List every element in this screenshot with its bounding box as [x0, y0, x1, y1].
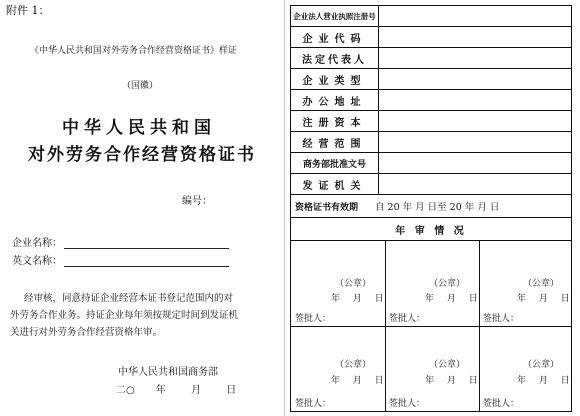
certificate-front-page: [0, 0, 284, 416]
english-name-blank: [64, 256, 229, 267]
approval-text-line2: 外劳务合作业务。持证企业每年须按规定时间到发证机: [10, 310, 239, 321]
validity-label: 资格证书有效期: [295, 202, 359, 213]
signer-label: 签批人：: [483, 399, 520, 409]
info-row: [291, 6, 571, 27]
info-row: [291, 153, 571, 174]
attachment-label: 附件 1：: [6, 4, 50, 17]
review-date: 年 月 日: [331, 376, 384, 386]
info-row-label: 发证机关: [291, 174, 379, 194]
info-row-label: 注册资本: [291, 111, 379, 131]
info-row: [291, 90, 571, 111]
info-row: [291, 27, 571, 48]
official-seal-placeholder: （公章）: [335, 360, 372, 370]
signer-label: 签批人：: [389, 314, 426, 324]
certificate-number-label: 编号：: [182, 196, 212, 207]
official-seal-placeholder: （公章）: [335, 279, 372, 289]
validity-row: [291, 195, 571, 218]
info-row-label: 企业代码: [291, 27, 379, 47]
approval-text-line1: 经审核，同意持证企业经营本证书登记范围内的对: [24, 293, 234, 304]
grid-divider: [291, 326, 571, 327]
official-seal-placeholder: （公章）: [523, 360, 560, 370]
approval-text-line3: 关进行对外劳务合作经营资格年审。: [10, 327, 163, 338]
issuing-authority: 中华人民共和国商务部: [118, 367, 218, 378]
company-name-field: [12, 234, 229, 249]
info-row: [291, 111, 571, 132]
info-row-label: 企业法人营业执照注册号: [291, 6, 379, 26]
info-row-label: 法定代表人: [291, 48, 379, 68]
issue-date-month: 月: [191, 385, 202, 396]
signer-label: 签批人：: [295, 314, 332, 324]
review-date: 年 月 日: [517, 376, 570, 386]
review-date: 年 月 日: [425, 376, 478, 386]
issue-date-day: 日: [226, 385, 237, 396]
signer-label: 签批人：: [389, 399, 426, 409]
annual-review-header: [291, 218, 571, 241]
certificate-title-line1: 中华人民共和国: [62, 118, 216, 138]
info-row: [291, 48, 571, 69]
national-emblem-placeholder: （国徽）: [122, 81, 159, 91]
info-row-label: 办公地址: [291, 90, 379, 110]
info-row-label: 企业类型: [291, 69, 379, 89]
company-name-label: 企业名称：: [12, 238, 62, 249]
info-row-label: 经营范围: [291, 132, 379, 152]
english-name-field: [12, 252, 229, 267]
annual-review-grid: [291, 241, 571, 412]
certificate-title-line2: 对外劳务合作经营资格证书: [28, 145, 256, 165]
review-date: 年 月 日: [331, 294, 384, 304]
review-date: 年 月 日: [425, 294, 478, 304]
info-row: [291, 174, 571, 195]
annual-review-title: 年 审 情 况: [395, 225, 467, 237]
issue-date-year-prefix: 二○: [116, 385, 135, 396]
issue-date-year: 年: [155, 385, 166, 396]
review-date: 年 月 日: [517, 294, 570, 304]
info-row: [291, 132, 571, 153]
english-name-label: 英文名称：: [12, 256, 62, 267]
certificate-info-table: [290, 5, 572, 412]
page-fold-divider: [284, 0, 285, 416]
official-seal-placeholder: （公章）: [429, 360, 466, 370]
company-name-blank: [64, 238, 229, 249]
issue-date: [116, 381, 236, 396]
official-seal-placeholder: （公章）: [429, 279, 466, 289]
info-row: [291, 69, 571, 90]
signer-label: 签批人：: [295, 399, 332, 409]
sample-title: 《中华人民共和国对外劳务合作经营资格证书》样证: [30, 46, 238, 56]
validity-period: 自 20 年 月 日至 20 年 月 日: [375, 202, 500, 213]
signer-label: 签批人：: [483, 314, 520, 324]
info-row-label: 商务部批准文号: [291, 153, 379, 173]
official-seal-placeholder: （公章）: [523, 279, 560, 289]
